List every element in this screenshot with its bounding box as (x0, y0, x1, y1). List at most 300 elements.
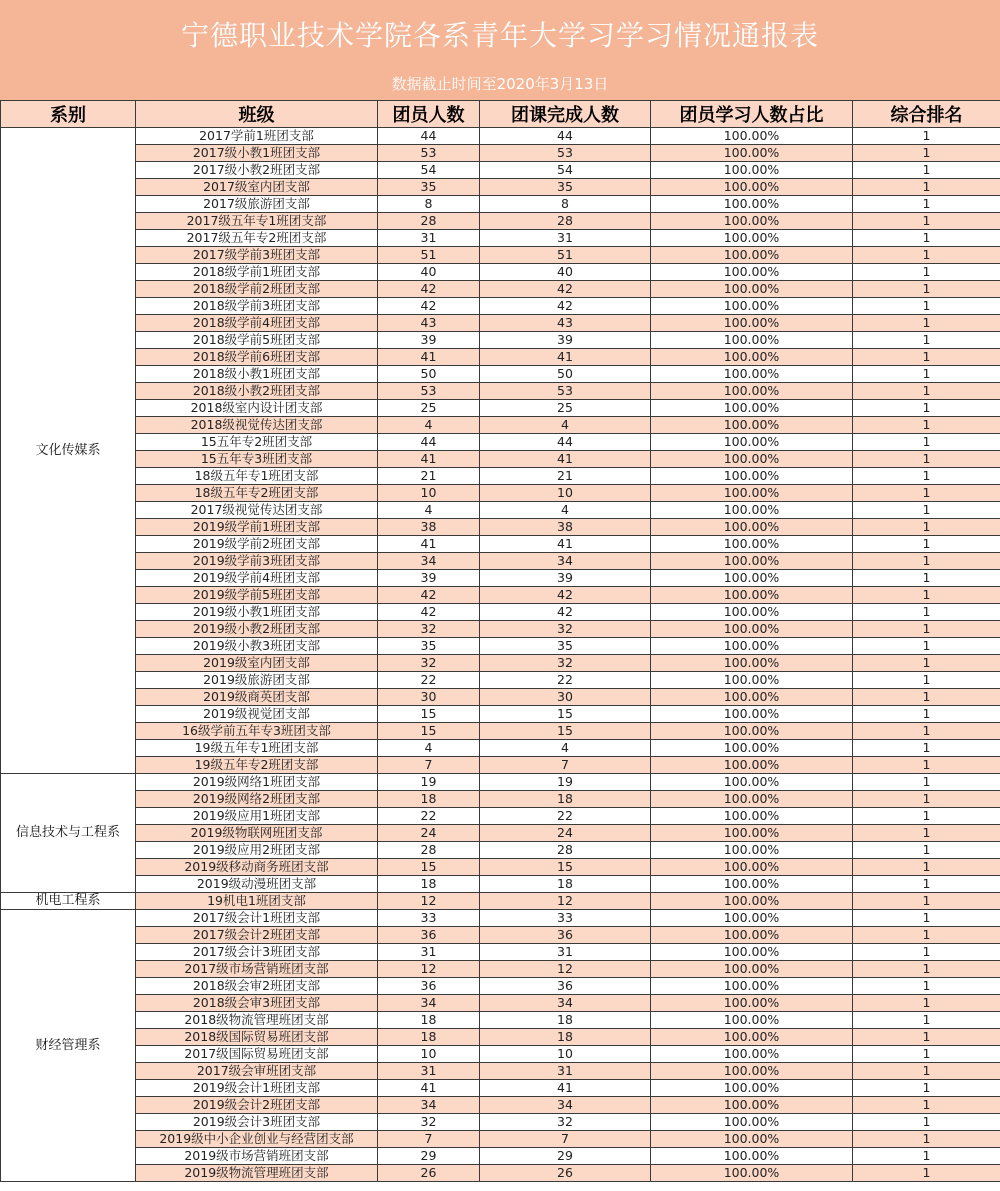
members-cell: 42 (378, 587, 480, 604)
members-cell: 28 (378, 842, 480, 859)
rank-cell: 1 (853, 876, 1000, 893)
completed-cell: 15 (480, 723, 651, 740)
ratio-cell: 100.00% (651, 196, 853, 213)
ratio-cell: 100.00% (651, 213, 853, 230)
rank-cell: 1 (853, 1080, 1000, 1097)
ratio-cell: 100.00% (651, 604, 853, 621)
table-row (1, 179, 1000, 196)
ratio-cell: 100.00% (651, 978, 853, 995)
completed-cell: 31 (480, 944, 651, 961)
department-cell: 财经管理系 (1, 910, 136, 1182)
completed-cell: 34 (480, 995, 651, 1012)
table-body (1, 128, 1000, 1182)
class-cell: 2018级小教1班团支部 (136, 366, 378, 383)
header-members: 团员人数 (378, 101, 480, 128)
ratio-cell: 100.00% (651, 910, 853, 927)
class-cell: 2019级网络2班团支部 (136, 791, 378, 808)
report-header (0, 0, 1000, 100)
table-row (1, 519, 1000, 536)
table-row (1, 587, 1000, 604)
class-cell: 2017级小教2班团支部 (136, 162, 378, 179)
table-row (1, 1148, 1000, 1165)
table-row (1, 876, 1000, 893)
completed-cell: 43 (480, 315, 651, 332)
completed-cell: 41 (480, 349, 651, 366)
completed-cell: 41 (480, 1080, 651, 1097)
completed-cell: 50 (480, 366, 651, 383)
table-row (1, 553, 1000, 570)
table-row (1, 1080, 1000, 1097)
class-cell: 2017级会计2班团支部 (136, 927, 378, 944)
members-cell: 19 (378, 774, 480, 791)
ratio-cell: 100.00% (651, 553, 853, 570)
class-cell: 2019级应用1班团支部 (136, 808, 378, 825)
rank-cell: 1 (853, 570, 1000, 587)
class-cell: 2019级旅游团支部 (136, 672, 378, 689)
rank-cell: 1 (853, 791, 1000, 808)
rank-cell: 1 (853, 740, 1000, 757)
table-row (1, 1046, 1000, 1063)
ratio-cell: 100.00% (651, 1097, 853, 1114)
table-row (1, 757, 1000, 774)
ratio-cell: 100.00% (651, 774, 853, 791)
members-cell: 12 (378, 961, 480, 978)
rank-cell: 1 (853, 162, 1000, 179)
table-row (1, 910, 1000, 927)
completed-cell: 24 (480, 825, 651, 842)
completed-cell: 51 (480, 247, 651, 264)
table-row (1, 791, 1000, 808)
completed-cell: 18 (480, 876, 651, 893)
rank-cell: 1 (853, 774, 1000, 791)
class-cell: 19级五年专1班团支部 (136, 740, 378, 757)
members-cell: 10 (378, 485, 480, 502)
rank-cell: 1 (853, 400, 1000, 417)
ratio-cell: 100.00% (651, 621, 853, 638)
class-cell: 2018级视觉传达团支部 (136, 417, 378, 434)
members-cell: 15 (378, 723, 480, 740)
ratio-cell: 100.00% (651, 655, 853, 672)
members-cell: 43 (378, 315, 480, 332)
department-cell: 信息技术与工程系 (1, 774, 136, 893)
ratio-cell: 100.00% (651, 1012, 853, 1029)
members-cell: 44 (378, 434, 480, 451)
members-cell: 21 (378, 468, 480, 485)
rank-cell: 1 (853, 1131, 1000, 1148)
rank-cell: 1 (853, 247, 1000, 264)
completed-cell: 33 (480, 910, 651, 927)
members-cell: 53 (378, 383, 480, 400)
ratio-cell: 100.00% (651, 366, 853, 383)
table-row (1, 247, 1000, 264)
class-cell: 2019级视觉团支部 (136, 706, 378, 723)
table-row (1, 1131, 1000, 1148)
class-cell: 2017级学前3班团支部 (136, 247, 378, 264)
completed-cell: 15 (480, 706, 651, 723)
rank-cell: 1 (853, 519, 1000, 536)
ratio-cell: 100.00% (651, 961, 853, 978)
completed-cell: 41 (480, 536, 651, 553)
ratio-cell: 100.00% (651, 1080, 853, 1097)
rank-cell: 1 (853, 944, 1000, 961)
table-row (1, 672, 1000, 689)
ratio-cell: 100.00% (651, 383, 853, 400)
rank-cell: 1 (853, 927, 1000, 944)
ratio-cell: 100.00% (651, 1131, 853, 1148)
completed-cell: 35 (480, 638, 651, 655)
table-row (1, 502, 1000, 519)
rank-cell: 1 (853, 842, 1000, 859)
class-cell: 2018级学前3班团支部 (136, 298, 378, 315)
class-cell: 19级五年专2班团支部 (136, 757, 378, 774)
class-cell: 2019级动漫班团支部 (136, 876, 378, 893)
members-cell: 15 (378, 859, 480, 876)
table-row (1, 604, 1000, 621)
table-row (1, 468, 1000, 485)
rank-cell: 1 (853, 128, 1000, 145)
ratio-cell: 100.00% (651, 570, 853, 587)
table-row (1, 162, 1000, 179)
members-cell: 7 (378, 1131, 480, 1148)
completed-cell: 54 (480, 162, 651, 179)
table-row (1, 315, 1000, 332)
class-cell: 2019级小教1班团支部 (136, 604, 378, 621)
class-cell: 2017级会计3班团支部 (136, 944, 378, 961)
header-completed: 团课完成人数 (480, 101, 651, 128)
ratio-cell: 100.00% (651, 349, 853, 366)
completed-cell: 38 (480, 519, 651, 536)
completed-cell: 34 (480, 553, 651, 570)
table-row (1, 281, 1000, 298)
members-cell: 41 (378, 349, 480, 366)
rank-cell: 1 (853, 468, 1000, 485)
table-row (1, 332, 1000, 349)
members-cell: 18 (378, 1012, 480, 1029)
completed-cell: 39 (480, 570, 651, 587)
rank-cell: 1 (853, 1046, 1000, 1063)
table-row (1, 706, 1000, 723)
members-cell: 32 (378, 621, 480, 638)
members-cell: 22 (378, 672, 480, 689)
rank-cell: 1 (853, 1114, 1000, 1131)
ratio-cell: 100.00% (651, 281, 853, 298)
class-cell: 2019级移动商务班团支部 (136, 859, 378, 876)
table-header-row (1, 101, 1000, 128)
table-row (1, 145, 1000, 162)
class-cell: 2019级市场营销班团支部 (136, 1148, 378, 1165)
completed-cell: 53 (480, 383, 651, 400)
completed-cell: 28 (480, 213, 651, 230)
table-row (1, 400, 1000, 417)
table-row (1, 570, 1000, 587)
rank-cell: 1 (853, 808, 1000, 825)
class-cell: 2018级室内设计团支部 (136, 400, 378, 417)
rank-cell: 1 (853, 417, 1000, 434)
completed-cell: 42 (480, 298, 651, 315)
members-cell: 4 (378, 502, 480, 519)
ratio-cell: 100.00% (651, 1063, 853, 1080)
rank-cell: 1 (853, 553, 1000, 570)
class-cell: 2018级小教2班团支部 (136, 383, 378, 400)
members-cell: 51 (378, 247, 480, 264)
members-cell: 42 (378, 298, 480, 315)
completed-cell: 10 (480, 485, 651, 502)
class-cell: 2018级学前1班团支部 (136, 264, 378, 281)
completed-cell: 15 (480, 859, 651, 876)
completed-cell: 39 (480, 332, 651, 349)
ratio-cell: 100.00% (651, 1165, 853, 1182)
completed-cell: 18 (480, 1029, 651, 1046)
class-cell: 2019级小教2班团支部 (136, 621, 378, 638)
completed-cell: 42 (480, 587, 651, 604)
completed-cell: 8 (480, 196, 651, 213)
class-cell: 2017级室内团支部 (136, 179, 378, 196)
table-row (1, 230, 1000, 247)
class-cell: 2017级小教1班团支部 (136, 145, 378, 162)
table-row (1, 366, 1000, 383)
rank-cell: 1 (853, 196, 1000, 213)
table-row (1, 536, 1000, 553)
rank-cell: 1 (853, 757, 1000, 774)
members-cell: 50 (378, 366, 480, 383)
members-cell: 31 (378, 230, 480, 247)
rank-cell: 1 (853, 706, 1000, 723)
ratio-cell: 100.00% (651, 689, 853, 706)
ratio-cell: 100.00% (651, 672, 853, 689)
rank-cell: 1 (853, 349, 1000, 366)
table-row (1, 1165, 1000, 1182)
table-row (1, 893, 1000, 910)
rank-cell: 1 (853, 655, 1000, 672)
members-cell: 29 (378, 1148, 480, 1165)
ratio-cell: 100.00% (651, 315, 853, 332)
members-cell: 35 (378, 179, 480, 196)
table-row (1, 349, 1000, 366)
completed-cell: 21 (480, 468, 651, 485)
ratio-cell: 100.00% (651, 247, 853, 264)
completed-cell: 18 (480, 791, 651, 808)
table-row (1, 485, 1000, 502)
ratio-cell: 100.00% (651, 944, 853, 961)
ratio-cell: 100.00% (651, 587, 853, 604)
rank-cell: 1 (853, 451, 1000, 468)
class-cell: 18级五年专1班团支部 (136, 468, 378, 485)
members-cell: 18 (378, 791, 480, 808)
rank-cell: 1 (853, 893, 1000, 910)
class-cell: 2019级商英团支部 (136, 689, 378, 706)
class-cell: 2017级会审班团支部 (136, 1063, 378, 1080)
completed-cell: 36 (480, 978, 651, 995)
ratio-cell: 100.00% (651, 842, 853, 859)
ratio-cell: 100.00% (651, 808, 853, 825)
completed-cell: 42 (480, 281, 651, 298)
completed-cell: 44 (480, 128, 651, 145)
department-cell: 机电工程系 (1, 893, 136, 910)
rank-cell: 1 (853, 434, 1000, 451)
report-subtitle: 数据截止时间至2020年3月13日 (391, 75, 609, 93)
class-cell: 2018级物流管理班团支部 (136, 1012, 378, 1029)
class-cell: 2019级中小企业创业与经营团支部 (136, 1131, 378, 1148)
class-cell: 2019级学前5班团支部 (136, 587, 378, 604)
rank-cell: 1 (853, 961, 1000, 978)
completed-cell: 41 (480, 451, 651, 468)
table-row (1, 842, 1000, 859)
table-row (1, 978, 1000, 995)
completed-cell: 44 (480, 434, 651, 451)
completed-cell: 30 (480, 689, 651, 706)
table-row (1, 1029, 1000, 1046)
rank-cell: 1 (853, 502, 1000, 519)
rank-cell: 1 (853, 1063, 1000, 1080)
ratio-cell: 100.00% (651, 536, 853, 553)
completed-cell: 31 (480, 1063, 651, 1080)
table-row (1, 196, 1000, 213)
class-cell: 2017级五年专2班团支部 (136, 230, 378, 247)
class-cell: 2019级学前4班团支部 (136, 570, 378, 587)
table-row (1, 1097, 1000, 1114)
ratio-cell: 100.00% (651, 791, 853, 808)
header-ratio: 团员学习人数占比 (651, 101, 853, 128)
rank-cell: 1 (853, 825, 1000, 842)
completed-cell: 12 (480, 961, 651, 978)
members-cell: 44 (378, 128, 480, 145)
table-row (1, 298, 1000, 315)
members-cell: 42 (378, 281, 480, 298)
ratio-cell: 100.00% (651, 893, 853, 910)
class-cell: 15五年专2班团支部 (136, 434, 378, 451)
members-cell: 40 (378, 264, 480, 281)
table-row (1, 383, 1000, 400)
department-cell: 文化传媒系 (1, 128, 136, 774)
rank-cell: 1 (853, 1029, 1000, 1046)
completed-cell: 28 (480, 842, 651, 859)
rank-cell: 1 (853, 723, 1000, 740)
table-row (1, 808, 1000, 825)
class-cell: 2018级国际贸易班团支部 (136, 1029, 378, 1046)
class-cell: 2017级会计1班团支部 (136, 910, 378, 927)
ratio-cell: 100.00% (651, 638, 853, 655)
completed-cell: 4 (480, 417, 651, 434)
members-cell: 8 (378, 196, 480, 213)
header-class: 班级 (136, 101, 378, 128)
class-cell: 2019级学前1班团支部 (136, 519, 378, 536)
ratio-cell: 100.00% (651, 876, 853, 893)
class-cell: 2019级学前3班团支部 (136, 553, 378, 570)
class-cell: 2019级室内团支部 (136, 655, 378, 672)
members-cell: 34 (378, 995, 480, 1012)
completed-cell: 4 (480, 740, 651, 757)
rank-cell: 1 (853, 332, 1000, 349)
header-department: 系别 (1, 101, 136, 128)
members-cell: 12 (378, 893, 480, 910)
rank-cell: 1 (853, 315, 1000, 332)
rank-cell: 1 (853, 604, 1000, 621)
rank-cell: 1 (853, 1165, 1000, 1182)
completed-cell: 32 (480, 655, 651, 672)
table-row (1, 434, 1000, 451)
table-row (1, 1114, 1000, 1131)
class-cell: 2018级学前5班团支部 (136, 332, 378, 349)
report-table (0, 100, 1000, 1182)
rank-cell: 1 (853, 995, 1000, 1012)
completed-cell: 36 (480, 927, 651, 944)
rank-cell: 1 (853, 179, 1000, 196)
rank-cell: 1 (853, 230, 1000, 247)
rank-cell: 1 (853, 1012, 1000, 1029)
ratio-cell: 100.00% (651, 332, 853, 349)
members-cell: 26 (378, 1165, 480, 1182)
members-cell: 31 (378, 1063, 480, 1080)
ratio-cell: 100.00% (651, 417, 853, 434)
rank-cell: 1 (853, 1097, 1000, 1114)
rank-cell: 1 (853, 587, 1000, 604)
rank-cell: 1 (853, 281, 1000, 298)
ratio-cell: 100.00% (651, 502, 853, 519)
members-cell: 35 (378, 638, 480, 655)
table-row (1, 1012, 1000, 1029)
table-row (1, 638, 1000, 655)
ratio-cell: 100.00% (651, 400, 853, 417)
members-cell: 25 (378, 400, 480, 417)
table-row (1, 859, 1000, 876)
rank-cell: 1 (853, 910, 1000, 927)
table-row (1, 689, 1000, 706)
completed-cell: 32 (480, 1114, 651, 1131)
members-cell: 42 (378, 604, 480, 621)
members-cell: 31 (378, 944, 480, 961)
members-cell: 41 (378, 1080, 480, 1097)
table-row (1, 740, 1000, 757)
completed-cell: 35 (480, 179, 651, 196)
members-cell: 32 (378, 655, 480, 672)
class-cell: 2019级网络1班团支部 (136, 774, 378, 791)
completed-cell: 12 (480, 893, 651, 910)
completed-cell: 34 (480, 1097, 651, 1114)
rank-cell: 1 (853, 978, 1000, 995)
ratio-cell: 100.00% (651, 179, 853, 196)
rank-cell: 1 (853, 621, 1000, 638)
completed-cell: 10 (480, 1046, 651, 1063)
class-cell: 16级学前五年专3班团支部 (136, 723, 378, 740)
class-cell: 2018级学前6班团支部 (136, 349, 378, 366)
completed-cell: 32 (480, 621, 651, 638)
rank-cell: 1 (853, 264, 1000, 281)
rank-cell: 1 (853, 383, 1000, 400)
completed-cell: 19 (480, 774, 651, 791)
class-cell: 2018级会审2班团支部 (136, 978, 378, 995)
members-cell: 28 (378, 213, 480, 230)
report-title: 宁德职业技术学院各系青年大学习学习情况通报表 (180, 19, 819, 52)
class-cell: 2019级应用2班团支部 (136, 842, 378, 859)
class-cell: 2018级学前4班团支部 (136, 315, 378, 332)
ratio-cell: 100.00% (651, 451, 853, 468)
class-cell: 2017学前1班团支部 (136, 128, 378, 145)
ratio-cell: 100.00% (651, 740, 853, 757)
ratio-cell: 100.00% (651, 757, 853, 774)
completed-cell: 22 (480, 672, 651, 689)
table-row (1, 723, 1000, 740)
members-cell: 15 (378, 706, 480, 723)
table-row (1, 213, 1000, 230)
ratio-cell: 100.00% (651, 825, 853, 842)
completed-cell: 42 (480, 604, 651, 621)
completed-cell: 7 (480, 757, 651, 774)
members-cell: 18 (378, 1029, 480, 1046)
members-cell: 36 (378, 927, 480, 944)
table-row (1, 927, 1000, 944)
completed-cell: 53 (480, 145, 651, 162)
members-cell: 41 (378, 451, 480, 468)
